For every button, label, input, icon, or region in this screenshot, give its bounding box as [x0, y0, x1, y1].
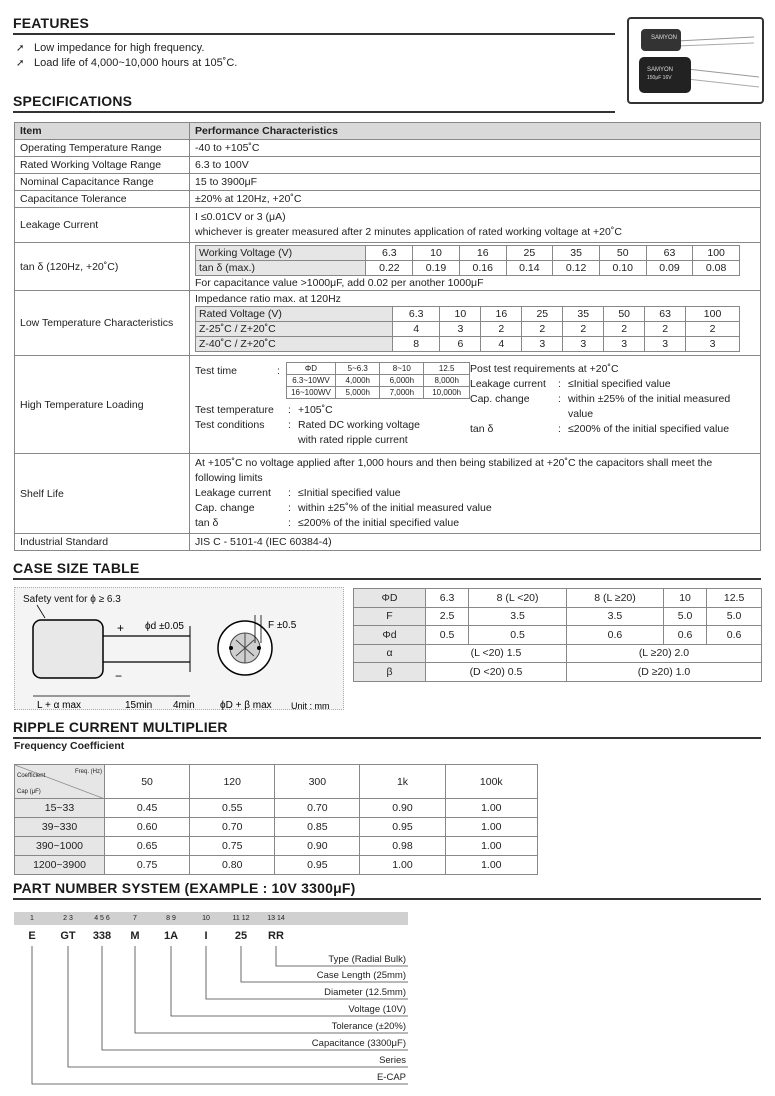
- table-cell: 0.6: [707, 626, 762, 645]
- table-cell: 120: [190, 765, 275, 799]
- pn-label-case-length: Case Length (25mm): [316, 970, 406, 981]
- ripple-row: [15, 818, 538, 837]
- table-cell: 0.55: [190, 799, 275, 818]
- feature-item-2: [16, 56, 237, 71]
- table-cell: 6.3: [393, 307, 440, 322]
- table-cell: 8,000h: [424, 374, 470, 386]
- spec-row-industrial: [15, 534, 761, 551]
- table-cell: 50: [599, 246, 646, 261]
- table-cell: 390~1000: [15, 837, 105, 856]
- table-cell: 0.75: [105, 856, 190, 875]
- lowtemp-table: [195, 306, 740, 352]
- features-rule: [13, 33, 615, 35]
- table-cell: 50: [604, 307, 645, 322]
- table-cell: 0.75: [190, 837, 275, 856]
- text-label: ≤200% of the initial specified value: [568, 422, 730, 435]
- table-cell: Industrial Standard: [15, 534, 190, 551]
- table-cell: 0.5: [426, 626, 469, 645]
- table-cell: 3: [522, 337, 563, 352]
- table-cell: 0.6: [663, 626, 706, 645]
- table-cell: 0.60: [105, 818, 190, 837]
- spec-row-lowtemp: [15, 291, 761, 356]
- minus-label: −: [115, 669, 123, 683]
- pn-code: E: [28, 930, 36, 942]
- table-cell: 0.70: [190, 818, 275, 837]
- table-cell: 6.3~10WV: [286, 374, 335, 386]
- ripple-row: [15, 856, 538, 875]
- table-cell: ΦD: [286, 362, 335, 374]
- table-cell: 16: [481, 307, 522, 322]
- table-cell: 50: [105, 765, 190, 799]
- text-label: Low impedance for high frequency.: [34, 42, 205, 54]
- case-size-title: CASE SIZE TABLE: [13, 560, 140, 576]
- specifications-rule: [13, 111, 615, 113]
- table-cell: 5,000h: [336, 386, 380, 398]
- table-cell: 1.00: [360, 856, 445, 875]
- text-label: :: [288, 418, 291, 431]
- specifications-table: [14, 122, 761, 551]
- table-cell: 6.3 to 100V: [190, 157, 761, 174]
- text-label: Load life of 4,000~10,000 hours at 105˚C.: [34, 57, 238, 69]
- case-row-D: [354, 589, 762, 608]
- spec-row-tand: [15, 243, 761, 291]
- table-cell: 8~10: [380, 362, 424, 374]
- table-row: [196, 322, 740, 337]
- table-cell: 35: [563, 307, 604, 322]
- text-label: :: [558, 377, 561, 390]
- pn-label-voltage: Voltage (10V): [348, 1004, 406, 1015]
- photo-label-2: 150μF 16V: [647, 75, 672, 81]
- part-number-rule: [13, 898, 761, 900]
- table-row: [196, 337, 740, 352]
- table-cell: Low Temperature Characteristics: [15, 291, 190, 356]
- table-row: [196, 261, 740, 276]
- text-label: I ≤0.01CV or 3 (μA): [195, 211, 286, 223]
- text-label: Coefficient: [17, 773, 46, 779]
- text-label: ≤Initial specified value: [568, 377, 671, 390]
- table-cell: Z-25˚C / Z+20˚C: [196, 322, 393, 337]
- table-cell: 0.14: [506, 261, 553, 276]
- table-cell: α: [354, 644, 426, 663]
- case-row-beta: [354, 663, 762, 682]
- text-label: :: [558, 392, 561, 405]
- text-label: At +105˚C no voltage applied after 1,000 hours and then being stabilized at +20˚C the capacitors shall meet the following limits: [195, 457, 713, 484]
- table-cell: Z-40˚C / Z+20˚C: [196, 337, 393, 352]
- pn-code: I: [204, 930, 208, 942]
- text-label: within ±25% of the initial measured value: [568, 392, 731, 420]
- table-cell: 0.09: [646, 261, 693, 276]
- ripple-row: [15, 837, 538, 856]
- table-cell: 300: [275, 765, 360, 799]
- ripple-header-row: [15, 765, 538, 799]
- case-row-alpha: [354, 644, 762, 663]
- table-cell: 0.80: [190, 856, 275, 875]
- table-cell: F: [354, 607, 426, 626]
- spec-header-item: Item: [15, 123, 190, 140]
- table-cell: 12.5: [424, 362, 470, 374]
- case-size-table: [353, 588, 762, 682]
- min15-label: 15min: [125, 700, 153, 711]
- table-cell: [190, 208, 761, 243]
- table-cell: 0.95: [275, 856, 360, 875]
- table-cell: tan δ (max.): [196, 261, 366, 276]
- photo-label-1b: SAMYON: [647, 67, 674, 73]
- case-row-d: [354, 626, 762, 645]
- text-label: 7: [133, 915, 137, 922]
- table-cell: 0.45: [105, 799, 190, 818]
- table-cell: High Temperature Loading: [15, 356, 190, 454]
- spec-row: [15, 174, 761, 191]
- table-cell: 5~6.3: [336, 362, 380, 374]
- table-cell: Shelf Life: [15, 454, 190, 534]
- table-cell: Rated Voltage (V): [196, 307, 393, 322]
- text-label: :: [558, 422, 561, 435]
- spec-header-row: [15, 123, 761, 140]
- table-cell: 0.85: [275, 818, 360, 837]
- f-label: F ±0.5: [268, 620, 297, 631]
- table-cell: 63: [645, 307, 686, 322]
- table-cell: 3.5: [469, 607, 567, 626]
- table-cell: 1.00: [445, 837, 537, 856]
- table-cell: 1.00: [445, 856, 537, 875]
- table-cell: 5.0: [707, 607, 762, 626]
- text-label: 1: [30, 915, 34, 922]
- text-label: within ±25˚% of the initial measured value: [298, 502, 492, 514]
- table-cell: 0.95: [360, 818, 445, 837]
- ripple-row: [15, 799, 538, 818]
- text-label: 2 3: [63, 915, 73, 922]
- table-cell: 0.90: [360, 799, 445, 818]
- table-cell: 4: [393, 322, 440, 337]
- table-cell: 39~330: [15, 818, 105, 837]
- text-label: Leakage current: [470, 377, 546, 390]
- table-cell: tan δ (120Hz, +20˚C): [15, 243, 190, 291]
- pn-label-diameter: Diameter (12.5mm): [324, 987, 406, 998]
- table-cell: 15~33: [15, 799, 105, 818]
- feature-item-1: [16, 41, 204, 56]
- pn-label-capacitance: Capacitance (3300μF): [311, 1038, 406, 1049]
- pn-code: 25: [234, 930, 248, 942]
- table-cell: Capacitance Tolerance: [15, 191, 190, 208]
- table-cell: β: [354, 663, 426, 682]
- text-label: Freq. (Hz): [75, 769, 102, 775]
- table-cell: 12.5: [707, 589, 762, 608]
- text-label: Rated DC working voltage: [298, 418, 420, 431]
- table-cell: 35: [553, 246, 600, 261]
- table-cell: 2: [686, 322, 740, 337]
- table-cell: Working Voltage (V): [196, 246, 366, 261]
- table-cell: 10: [413, 246, 460, 261]
- table-cell: Φd: [354, 626, 426, 645]
- text-label: tan δ: [195, 517, 219, 529]
- spec-row: [15, 140, 761, 157]
- pn-code: RR: [268, 930, 284, 942]
- table-cell: 16: [459, 246, 506, 261]
- table-cell: Nominal Capacitance Range: [15, 174, 190, 191]
- table-cell: 2: [481, 322, 522, 337]
- pn-connector-lines: [0, 944, 420, 1089]
- table-cell: 4,000h: [336, 374, 380, 386]
- table-cell: 0.22: [366, 261, 413, 276]
- table-cell: 7,000h: [380, 386, 424, 398]
- table-cell: 2.5: [426, 607, 469, 626]
- pn-code: 338: [92, 930, 112, 942]
- pn-code: M: [130, 930, 140, 942]
- ripple-subtitle: Frequency Coefficient: [14, 740, 125, 752]
- table-cell: 4: [481, 337, 522, 352]
- arrow-icon: ➚: [16, 43, 25, 54]
- table-cell: 8 (L ≥20): [566, 589, 663, 608]
- table-cell: 0.6: [566, 626, 663, 645]
- table-cell: 0.08: [693, 261, 740, 276]
- table-cell: Leakage Current: [15, 208, 190, 243]
- table-cell: 0.16: [459, 261, 506, 276]
- table-cell: 3: [563, 337, 604, 352]
- table-cell: 25: [506, 246, 553, 261]
- text-label: Test conditions: [195, 418, 265, 431]
- table-cell: 3: [645, 337, 686, 352]
- text-label: :: [288, 403, 291, 416]
- test-time-label: Test time: [195, 364, 238, 377]
- table-cell: [190, 356, 761, 454]
- table-row: [286, 362, 469, 374]
- text-label: 4 5 6: [94, 915, 110, 922]
- spec-row-shelf: [15, 454, 761, 534]
- part-number-title: PART NUMBER SYSTEM (EXAMPLE : 10V 3300μF): [13, 880, 356, 896]
- text-label: :: [288, 517, 291, 529]
- table-cell: 2: [563, 322, 604, 337]
- table-cell: Operating Temperature Range: [15, 140, 190, 157]
- tand-table: [195, 245, 740, 276]
- plus-label: +: [117, 621, 125, 635]
- table-cell: 6: [440, 337, 481, 352]
- pn-label-tolerance: Tolerance (±20%): [331, 1021, 406, 1032]
- table-cell: -40 to +105˚C: [190, 140, 761, 157]
- table-cell: 6.3: [366, 246, 413, 261]
- table-cell: 1k: [360, 765, 445, 799]
- table-cell: 0.90: [275, 837, 360, 856]
- features-title: FEATURES: [13, 15, 90, 31]
- table-cell: 0.12: [553, 261, 600, 276]
- test-time-table: [286, 362, 470, 399]
- case-size-rule: [13, 578, 761, 580]
- spec-row-leakage: [15, 208, 761, 243]
- table-cell: 3: [686, 337, 740, 352]
- lowtemp-caption: Impedance ratio max. at 120Hz: [195, 293, 341, 305]
- ripple-rule: [13, 737, 761, 739]
- unit-label: Unit : mm: [291, 701, 330, 711]
- spec-header-performance: Performance Characteristics: [190, 123, 761, 140]
- text-label: :: [288, 502, 291, 514]
- table-cell: 2: [522, 322, 563, 337]
- table-cell: 100k: [445, 765, 537, 799]
- table-cell: 6.3: [426, 589, 469, 608]
- specifications-title: SPECIFICATIONS: [13, 93, 133, 109]
- table-cell: 15 to 3900μF: [190, 174, 761, 191]
- text-label: Cap. change: [195, 502, 255, 514]
- table-cell: [15, 765, 105, 799]
- ripple-title: RIPPLE CURRENT MULTIPLIER: [13, 719, 228, 735]
- table-row: [286, 374, 469, 386]
- text-label: Test temperature: [195, 403, 274, 416]
- phid-beta-label: ϕD + β max: [220, 700, 272, 711]
- table-cell: (L <20) 1.5: [426, 644, 567, 663]
- min4-label: 4min: [173, 700, 195, 711]
- text-label: ≤Initial specified value: [298, 487, 401, 499]
- text-label: 8 9: [166, 915, 176, 922]
- table-cell: 10: [663, 589, 706, 608]
- table-cell: 2: [604, 322, 645, 337]
- table-cell: (L ≥20) 2.0: [566, 644, 761, 663]
- pn-label-ecap: E-CAP: [376, 1072, 406, 1083]
- spec-row: [15, 191, 761, 208]
- table-cell: ±20% at 120Hz, +20˚C: [190, 191, 761, 208]
- table-cell: [190, 454, 761, 534]
- table-cell: 5.0: [663, 607, 706, 626]
- table-row: [196, 246, 740, 261]
- pn-label-series: Series: [379, 1055, 406, 1066]
- table-cell: [190, 243, 761, 291]
- table-cell: 8: [393, 337, 440, 352]
- product-photo: [627, 17, 764, 104]
- text-label: Cap (μF): [17, 789, 41, 795]
- pn-code: GT: [60, 930, 76, 942]
- table-cell: ΦD: [354, 589, 426, 608]
- text-label: ≤200% of the initial specified value: [298, 517, 460, 529]
- post-test-title: Post test requirements at +20˚C: [470, 362, 619, 375]
- l-alpha-label: L + α max: [37, 700, 82, 711]
- table-cell: 1.00: [445, 818, 537, 837]
- table-cell: 10: [440, 307, 481, 322]
- table-cell: 100: [686, 307, 740, 322]
- table-cell: 6,000h: [380, 374, 424, 386]
- text-label: Cap. change: [470, 392, 530, 405]
- text-label: Leakage current: [195, 487, 271, 499]
- table-cell: 63: [646, 246, 693, 261]
- case-row-F: [354, 607, 762, 626]
- table-cell: 1.00: [445, 799, 537, 818]
- table-cell: 16~100WV: [286, 386, 335, 398]
- table-cell: [190, 291, 761, 356]
- photo-label-1: SAMYON: [651, 35, 678, 41]
- pn-code: 1A: [163, 930, 179, 942]
- arrow-icon: ➚: [16, 58, 25, 69]
- table-cell: (D ≥20) 1.0: [566, 663, 761, 682]
- text-label: :: [276, 364, 280, 377]
- table-cell: (D <20) 0.5: [426, 663, 567, 682]
- text-label: tan δ: [470, 422, 494, 435]
- table-cell: 0.10: [599, 261, 646, 276]
- table-cell: 3: [440, 322, 481, 337]
- phid-label: ϕd ±0.05: [145, 621, 184, 632]
- table-cell: 1200~3900: [15, 856, 105, 875]
- text-label: 13 14: [267, 915, 285, 922]
- table-cell: 25: [522, 307, 563, 322]
- table-cell: 2: [645, 322, 686, 337]
- table-cell: 10,000h: [424, 386, 470, 398]
- table-cell: 0.5: [469, 626, 567, 645]
- vent-label: Safety vent for ϕ ≥ 6.3: [23, 594, 121, 605]
- table-cell: Rated Working Voltage Range: [15, 157, 190, 174]
- text-label: +105˚C: [298, 403, 333, 416]
- text-label: :: [288, 487, 291, 499]
- table-cell: 3: [604, 337, 645, 352]
- text-label: with rated ripple current: [298, 433, 408, 446]
- text-label: 11 12: [232, 915, 250, 922]
- text-label: 10: [202, 915, 210, 922]
- ripple-table: [14, 764, 538, 875]
- table-row: [196, 307, 740, 322]
- table-row: [286, 386, 469, 398]
- text-label: whichever is greater measured after 2 minutes application of rated working voltage at +20˚C: [195, 226, 622, 238]
- table-cell: 100: [693, 246, 740, 261]
- table-cell: 3.5: [566, 607, 663, 626]
- spec-row-hightemp: [15, 356, 761, 454]
- table-cell: 0.98: [360, 837, 445, 856]
- table-cell: JIS C - 5101-4 (IEC 60384-4): [190, 534, 761, 551]
- pn-label-type: Type (Radial Bulk): [328, 954, 406, 965]
- table-cell: 0.19: [413, 261, 460, 276]
- table-cell: 8 (L <20): [469, 589, 567, 608]
- tand-note: For capacitance value >1000μF, add 0.02 per another 1000μF: [195, 277, 484, 289]
- table-cell: 0.70: [275, 799, 360, 818]
- case-drawing: [14, 587, 344, 710]
- spec-row: [15, 157, 761, 174]
- table-cell: 0.65: [105, 837, 190, 856]
